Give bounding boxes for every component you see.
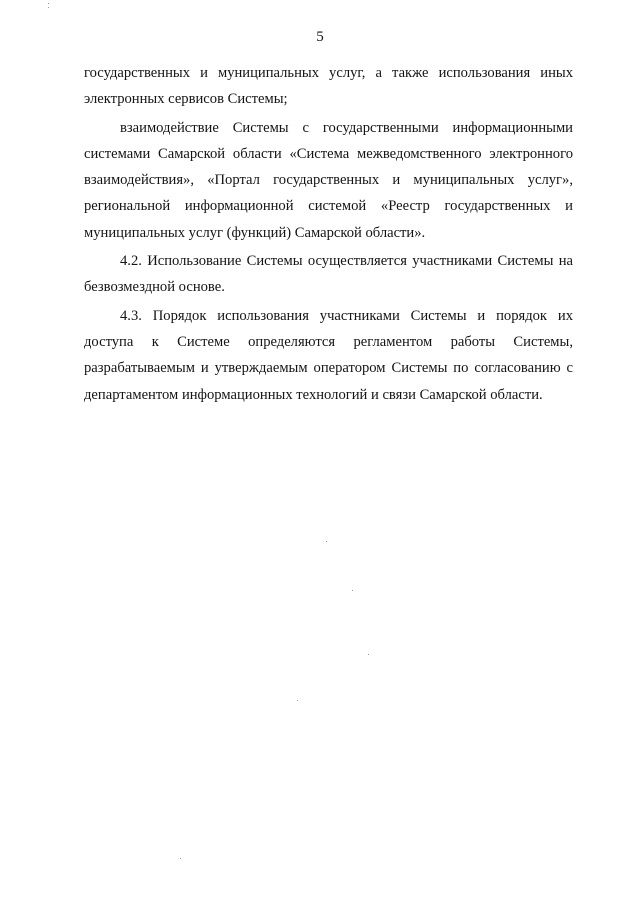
document-body: [84, 60, 573, 410]
paragraph-continuation: государственных и муниципальных услуг, а также использования иных электронных сервисов Системы;: [84, 65, 573, 108]
page-number: 5: [316, 29, 324, 45]
scan-speck: [48, 7, 49, 8]
scan-speck: [180, 858, 181, 859]
paragraph-4-3: 4.3. Порядок использования участниками Системы и порядок их доступа к Системе определяются регламентом работы Системы, разрабатываемым и утверждаемым оператором Системы по согласованию с департаментом информационных технологий и связи Самарской области.: [84, 307, 573, 403]
scan-speck: [352, 590, 353, 591]
paragraph-system-interaction: взаимодействие Системы с государственными информационными системами Самарской области «Система межведомственного электронного взаимодействия», «Портал государственных и муниципальных услуг», региональной информационной системой «Реестр государственных и муниципальных услуг (функций) Самарской области».: [84, 119, 573, 241]
scan-speck: [48, 3, 49, 4]
scan-speck: [297, 700, 298, 701]
paragraph-4-2: 4.2. Использование Системы осуществляется участниками Системы на безвозмездной основе.: [84, 253, 573, 296]
scan-speck: [368, 654, 369, 655]
scan-speck: [326, 541, 327, 542]
